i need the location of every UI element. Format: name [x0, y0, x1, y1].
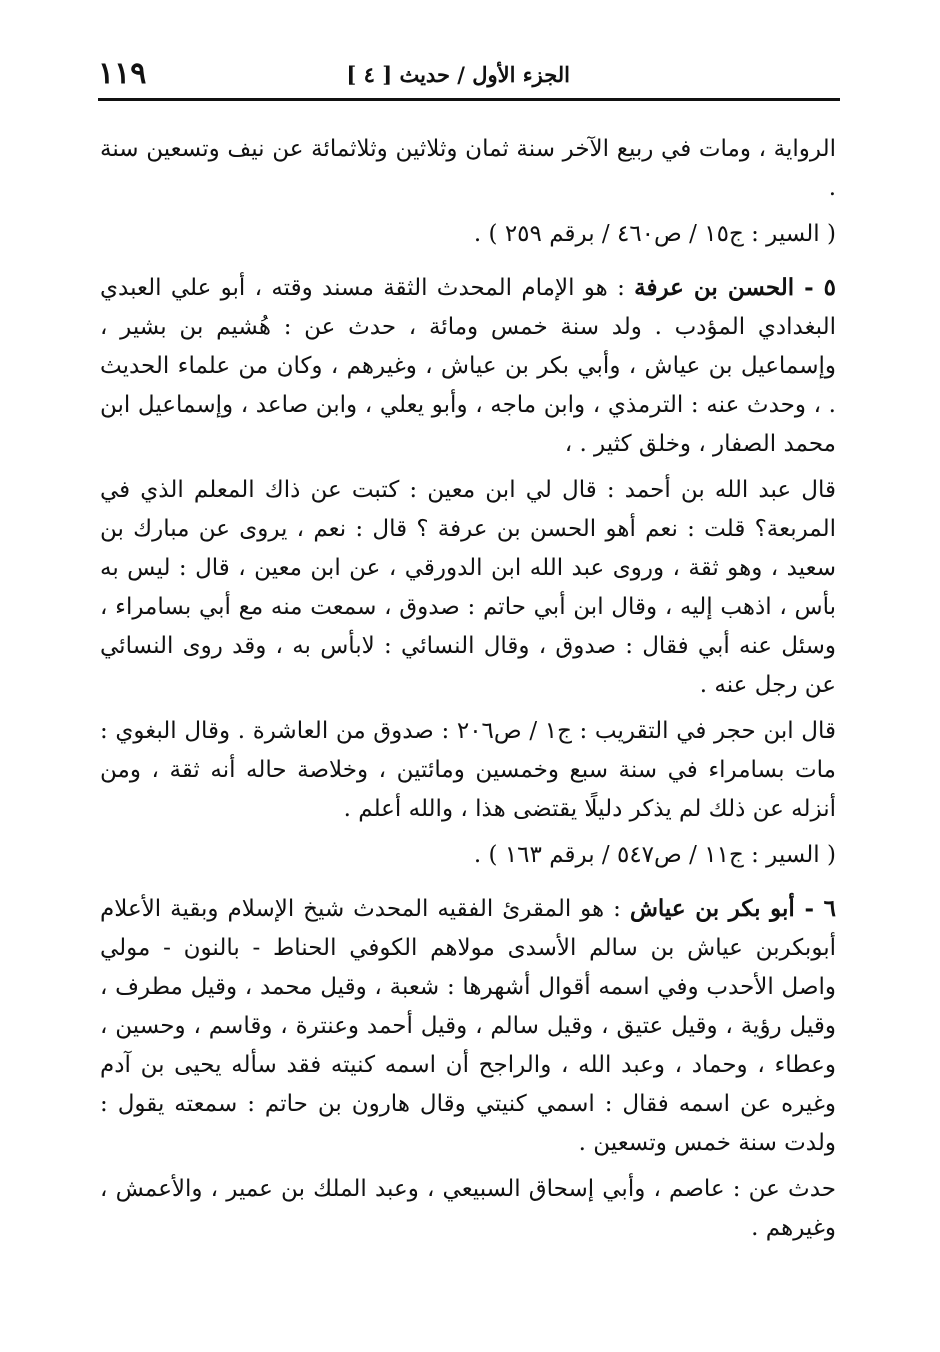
paragraph-text: الرواية ، ومات في ربيع الآخر سنة ثمان وثلاثين وثلاثمائة عن نيف وتسعين سنة .	[100, 136, 836, 201]
paragraph-text: قال ابن حجر في التقريب : ج١ / ص٢٠٦ : صدوق من العاشرة . وقال البغوي : مات بسامراء في سنة سبع وخمسين ومائتين ، وخلاصة حاله أنه ثقة ، ومن أنزله عن ذلك لم يذكر دليلًا يقتضى هذا ، والله أعلم .	[100, 718, 836, 822]
paragraph-8	[100, 1170, 836, 1248]
page-header	[98, 52, 840, 101]
paragraph-4	[100, 471, 836, 705]
page-body	[100, 130, 836, 1255]
paragraph-text: : هو المقرئ الفقيه المحدث شيخ الإسلام وبقية الأعلام أبوبكربن عياش بن سالم الأسدى مولاهم الكوفي الحناط - بالنون - مولي واصل الأحدب وفي اسمه أقوال أشهرها : شعبة ، وقيل محمد ، وقيل مطرف ، وقيل رؤية ، وقيل عتيق ، وقيل سالم ، وقيل أحمد وعنترة ، وقاسم ، وحسين ، وعطاء ، وحماد ، وعبد الله ، والراجح أن اسمه كنيته فقد سأله يحيى بن آدم وغيره عن اسمه فقال : اسمي كنيتي وقال هارون بن حاتم : سمعته يقول : ولدت سنة خمس وتسعين .	[100, 896, 836, 1156]
citation-1	[100, 215, 836, 254]
entry-heading: ٥ - الحسن بن عرفة	[634, 274, 837, 301]
paragraph-1	[100, 130, 836, 208]
paragraph-text: حدث عن : عاصم ، وأبي إسحاق السبيعي ، وعبد الملك بن عمير ، والأعمش ، وغيرهم .	[100, 1176, 836, 1241]
entry-heading: ٦ - أبو بكر بن عياش	[629, 895, 836, 922]
paragraph-5	[100, 712, 836, 829]
page-number: ١١٩	[98, 56, 147, 91]
citation-text: ( السير : ج١٥ / ص٤٦٠ / برقم ٢٥٩ ) .	[473, 221, 836, 247]
entry-hasan-ibn-arafa	[100, 268, 836, 464]
paragraph-text: : هو الإمام المحدث الثقة مسند وقته ، أبو علي العبدي البغدادي المؤدب . ولد سنة خمس ومائة ، حدث عن : هُشيم بن بشير ، وإسماعيل بن عياش ، وأبي بكر بن عياش ، وغيرهم ، وكان من علماء الحديث . ، وحدث عنه : الترمذي ، وابن ماجه ، وأبو يعلي ، وابن صاعد ، وإسماعيل ابن محمد الصفار ، وخلق كثير . ،	[100, 275, 836, 457]
citation-2	[100, 836, 836, 875]
paragraph-text: قال عبد الله بن أحمد : قال لي ابن معين : كتبت عن ذاك المعلم الذي في المربعة؟ قلت : نعم أهو الحسن بن عرفة ؟ قال : نعم ، يروى عن مبارك بن سعيد ، وهو ثقة ، وروى عبد الله ابن الدورقي ، عن ابن معين ، قال : ليس به بأس ، اذهب إليه ، وقال ابن أبي حاتم : صدوق ، سمعت منه مع أبي بسامراء ، وسئل عنه أبي فقال : صدوق ، وقال النسائي : لابأس به ، وقد روى النسائي عن رجل عنه .	[100, 477, 836, 698]
entry-abu-bakr-ibn-ayyash	[100, 889, 836, 1163]
citation-text: ( السير : ج١١ / ص٥٤٧ / برقم ١٦٣ ) .	[473, 842, 836, 868]
running-title: الجزء الأول / حديث [ ٤ ]	[346, 62, 570, 87]
